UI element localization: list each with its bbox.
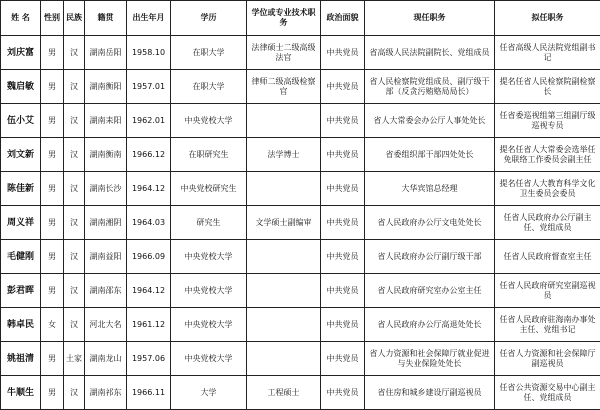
cell-birth: 1958.10 <box>127 36 171 70</box>
cell-party: 中共党员 <box>321 342 365 376</box>
cell-ethnicity: 汉 <box>64 206 85 240</box>
cell-origin: 湖南长沙 <box>85 172 127 206</box>
cell-birth: 1962.01 <box>127 104 171 138</box>
cell-degree: 律师二级高级检察官 <box>247 70 321 104</box>
cell-party: 中共党员 <box>321 36 365 70</box>
cell-party: 中共党员 <box>321 104 365 138</box>
cell-origin: 湖南龙山 <box>85 342 127 376</box>
cell-ethnicity: 汉 <box>64 104 85 138</box>
cell-degree <box>247 172 321 206</box>
cell-gender: 男 <box>41 138 64 172</box>
cell-birth: 1964.12 <box>127 172 171 206</box>
cell-proposed-post: 任省委巡视组第三组副厅级巡视专员 <box>495 104 600 138</box>
cell-origin: 湖南祁东 <box>85 376 127 410</box>
cell-origin: 湖南湘阴 <box>85 206 127 240</box>
cell-gender: 男 <box>41 274 64 308</box>
cell-education: 中央党校大学 <box>171 104 247 138</box>
cell-party: 中共党员 <box>321 240 365 274</box>
cell-current-post: 省人民政府研究室办公室主任 <box>365 274 495 308</box>
cell-name: 彭君晖 <box>1 274 41 308</box>
cell-ethnicity: 汉 <box>64 376 85 410</box>
cell-education: 在职研究生 <box>171 138 247 172</box>
cell-degree <box>247 274 321 308</box>
cell-current-post: 省委组织部干部四处处长 <box>365 138 495 172</box>
cell-education: 研究生 <box>171 206 247 240</box>
cell-birth: 1964.03 <box>127 206 171 240</box>
cell-degree <box>247 308 321 342</box>
header-birth: 出生年月 <box>127 1 171 36</box>
cell-proposed-post: 提名任省人民检察院副检察长 <box>495 70 600 104</box>
cell-degree <box>247 342 321 376</box>
table-row <box>1 308 600 342</box>
cell-current-post: 省人民政府办公厅高退处处长 <box>365 308 495 342</box>
cell-current-post: 省住房和城乡建设厅副巡视员 <box>365 376 495 410</box>
header-education: 学历 <box>171 1 247 36</box>
cell-name: 伍小艾 <box>1 104 41 138</box>
cell-degree: 法律硕士二级高级法官 <box>247 36 321 70</box>
cell-gender: 男 <box>41 240 64 274</box>
cell-degree <box>247 104 321 138</box>
cell-current-post: 省人力资源和社会保障厅就业促进与失业保险处处长 <box>365 342 495 376</box>
cell-proposed-post: 任省人力资源和社会保障厅副巡视员 <box>495 342 600 376</box>
cell-origin: 湖南耒阳 <box>85 104 127 138</box>
cell-name: 毛健刚 <box>1 240 41 274</box>
cell-current-post: 省高级人民法院副院长、党组成员 <box>365 36 495 70</box>
cell-ethnicity: 汉 <box>64 274 85 308</box>
cell-education: 大学 <box>171 376 247 410</box>
table-row <box>1 376 600 410</box>
cell-ethnicity: 土家 <box>64 342 85 376</box>
header-degree: 学位或专业技术职务 <box>247 1 321 36</box>
cell-party: 中共党员 <box>321 138 365 172</box>
table-row <box>1 342 600 376</box>
roster-body <box>1 36 600 410</box>
cell-party: 中共党员 <box>321 206 365 240</box>
cell-gender: 男 <box>41 342 64 376</box>
cell-birth: 1957.01 <box>127 70 171 104</box>
cell-ethnicity: 汉 <box>64 36 85 70</box>
cell-birth: 1957.06 <box>127 342 171 376</box>
cell-education: 中央党校大学 <box>171 274 247 308</box>
cell-origin: 河北大名 <box>85 308 127 342</box>
cell-education: 在职大学 <box>171 36 247 70</box>
cell-party: 中共党员 <box>321 70 365 104</box>
cell-gender: 男 <box>41 104 64 138</box>
header-ethnicity: 民族 <box>64 1 85 36</box>
cell-education: 中央党校大学 <box>171 308 247 342</box>
header-origin: 籍贯 <box>85 1 127 36</box>
cell-gender: 男 <box>41 70 64 104</box>
cell-proposed-post: 任省人民政府办公厅副主任、党组成员 <box>495 206 600 240</box>
table-row <box>1 172 600 206</box>
cell-gender: 男 <box>41 376 64 410</box>
cell-proposed-post: 任省人民政府研究室副巡视员 <box>495 274 600 308</box>
cell-degree: 文学硕士副编审 <box>247 206 321 240</box>
cell-education: 中央党校研究生 <box>171 172 247 206</box>
cell-current-post: 省人民检察院党组成员、副厅级干部（反贪污贿赂局局长） <box>365 70 495 104</box>
cell-proposed-post: 任省高级人民法院党组副书记 <box>495 36 600 70</box>
cell-current-post: 省人民政府办公厅副厅级干部 <box>365 240 495 274</box>
cell-degree <box>247 240 321 274</box>
table-row <box>1 36 600 70</box>
cell-ethnicity: 汉 <box>64 308 85 342</box>
cell-name: 姚祖清 <box>1 342 41 376</box>
header-current-post: 现任职务 <box>365 1 495 36</box>
cell-education: 中央党校大学 <box>171 240 247 274</box>
cell-name: 刘庆富 <box>1 36 41 70</box>
cell-birth: 1966.12 <box>127 138 171 172</box>
cell-education: 中央党校大学 <box>171 342 247 376</box>
header-name: 姓 名 <box>1 1 41 36</box>
cell-name: 周义祥 <box>1 206 41 240</box>
table-row <box>1 104 600 138</box>
cell-origin: 湖南邵东 <box>85 274 127 308</box>
cell-birth: 1966.11 <box>127 376 171 410</box>
header-gender: 性别 <box>41 1 64 36</box>
table-row <box>1 274 600 308</box>
cell-education: 在职大学 <box>171 70 247 104</box>
cell-proposed-post: 提名任省人大常委会选举任免联络工作委员会副主任 <box>495 138 600 172</box>
cell-name: 魏启敏 <box>1 70 41 104</box>
cell-degree: 法学博士 <box>247 138 321 172</box>
table-row <box>1 206 600 240</box>
cell-degree: 工程硕士 <box>247 376 321 410</box>
cell-name: 刘文新 <box>1 138 41 172</box>
cell-origin: 湖南衡南 <box>85 138 127 172</box>
cell-current-post: 省人大常委会办公厅人事处处长 <box>365 104 495 138</box>
cell-party: 中共党员 <box>321 274 365 308</box>
cell-ethnicity: 汉 <box>64 138 85 172</box>
cell-name: 韩卓民 <box>1 308 41 342</box>
cell-origin: 湖南益阳 <box>85 240 127 274</box>
header-row <box>1 1 600 36</box>
cell-ethnicity: 汉 <box>64 240 85 274</box>
cell-ethnicity: 汉 <box>64 172 85 206</box>
cell-proposed-post: 任省人民政府驻海南办事处主任、党组书记 <box>495 308 600 342</box>
cell-gender: 男 <box>41 172 64 206</box>
cell-proposed-post: 任省人民政府督查室主任 <box>495 240 600 274</box>
header-proposed-post: 拟任职务 <box>495 1 600 36</box>
cell-party: 中共党员 <box>321 308 365 342</box>
table-row <box>1 240 600 274</box>
cell-ethnicity: 汉 <box>64 70 85 104</box>
table-row <box>1 70 600 104</box>
header-party: 政治面貌 <box>321 1 365 36</box>
cell-birth: 1961.12 <box>127 308 171 342</box>
cell-birth: 1964.12 <box>127 274 171 308</box>
cell-gender: 女 <box>41 308 64 342</box>
cell-current-post: 大华宾馆总经理 <box>365 172 495 206</box>
cell-origin: 湖南衡阳 <box>85 70 127 104</box>
cell-name: 牛顺生 <box>1 376 41 410</box>
cell-party: 中共党员 <box>321 172 365 206</box>
cell-gender: 男 <box>41 206 64 240</box>
cell-name: 陈佳新 <box>1 172 41 206</box>
cell-proposed-post: 任省公共资源交易中心副主任、党组成员 <box>495 376 600 410</box>
cell-party: 中共党员 <box>321 376 365 410</box>
cell-proposed-post: 提名任省人大教育科学文化卫生委员会委员 <box>495 172 600 206</box>
table-row <box>1 138 600 172</box>
cell-gender: 男 <box>41 36 64 70</box>
cell-current-post: 省人民政府办公厅文电处处长 <box>365 206 495 240</box>
cell-origin: 湖南岳阳 <box>85 36 127 70</box>
cell-birth: 1966.09 <box>127 240 171 274</box>
